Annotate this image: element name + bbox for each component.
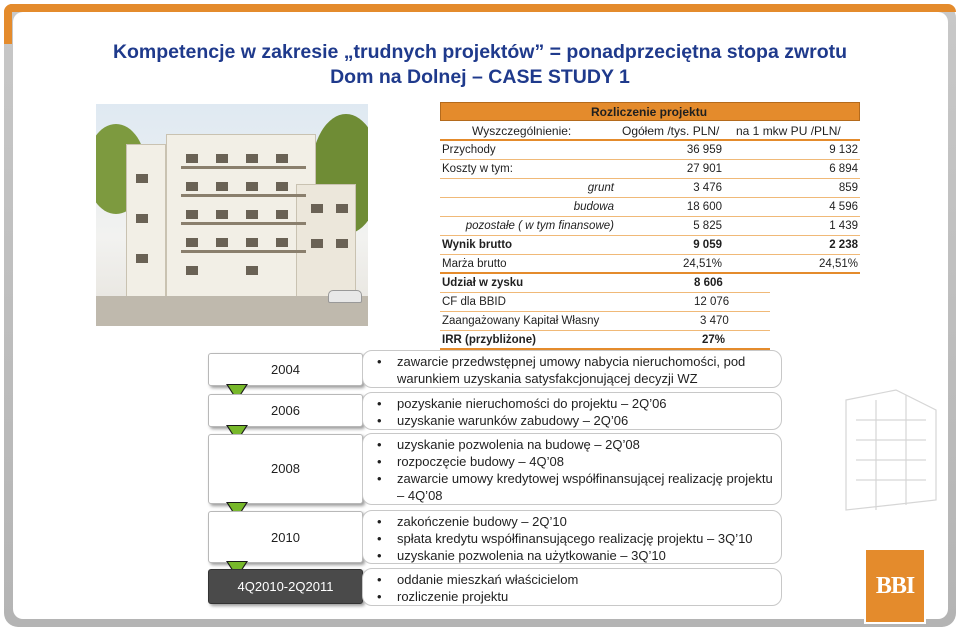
list-item: • spłata kredytu współfinansującego realizację projektu – 3Q’10	[377, 530, 775, 547]
table-row: IRR (przybliżone) 27%	[440, 331, 770, 350]
col-heading-per-m2: na 1 mkw PU /PLN/	[736, 124, 841, 138]
col-heading-label: Wyszczególnienie:	[472, 124, 572, 138]
timeline-events-2004	[362, 350, 782, 388]
timeline-year-2004: 2004	[208, 353, 363, 386]
list-item: • uzyskanie pozwolenia na użytkowanie – 3Q’10	[377, 547, 775, 564]
timeline-year-2010-2011: 4Q2010-2Q2011	[208, 569, 363, 604]
table-row: budowa 18 600 4 596	[440, 198, 860, 217]
list-item: • pozyskanie nieruchomości do projektu – 2Q’06	[377, 395, 775, 412]
table-header-title: Rozliczenie projektu	[591, 105, 708, 119]
list-item: • uzyskanie warunków zabudowy – 2Q’06	[377, 412, 775, 429]
table-header-bar	[440, 102, 860, 121]
timeline-year-2010: 2010	[208, 511, 363, 563]
building-photo	[96, 104, 368, 326]
table-row: Zaangażowany Kapitał Własny 3 470	[440, 312, 770, 331]
slide-title	[20, 40, 940, 90]
table-row: Udział w zysku 8 606	[440, 274, 770, 293]
timeline-events-2006	[362, 392, 782, 430]
list-item: • zawarcie umowy kredytowej współfinansującej realizację projektu – 4Q’08	[377, 470, 775, 504]
col-heading-total: Ogółem /tys. PLN/	[622, 124, 720, 138]
list-item: • zakończenie budowy – 2Q’10	[377, 513, 775, 530]
decorative-sketch	[836, 380, 946, 520]
table-column-headers	[440, 121, 860, 141]
timeline-events-2008	[362, 433, 782, 505]
table-row: Wynik brutto 9 059 2 238	[440, 236, 860, 255]
table-row: pozostałe ( w tym finansowe) 5 825 1 439	[440, 217, 860, 236]
list-item: • oddanie mieszkań właścicielom	[377, 571, 775, 588]
frame-accent-corner	[4, 4, 12, 44]
timeline-events-2010-2011	[362, 568, 782, 606]
frame-accent	[4, 4, 956, 12]
table-row: Przychody 36 959 9 132	[440, 141, 860, 160]
timeline-events-2010	[362, 510, 782, 564]
table-row: grunt 3 476 859	[440, 179, 860, 198]
bbi-logo: BBI	[864, 548, 926, 624]
list-item: • rozpoczęcie budowy – 4Q’08	[377, 453, 775, 470]
list-item: • uzyskanie pozwolenia na budowę – 2Q’08	[377, 436, 775, 453]
timeline-year-2008: 2008	[208, 434, 363, 504]
list-item: • zawarcie przedwstępnej umowy nabycia nieruchomości, pod warunkiem uzyskania satysfakcjonującej decyzji WZ	[377, 353, 775, 387]
title-line-2: Dom na Dolnej – CASE STUDY 1	[330, 66, 630, 88]
table-row: Koszty w tym: 27 901 6 894	[440, 160, 860, 179]
timeline-year-2006: 2006	[208, 394, 363, 427]
table-row: Marża brutto 24,51% 24,51%	[440, 255, 860, 274]
table-row: CF dla BBID 12 076	[440, 293, 770, 312]
title-line-1: Kompetencje w zakresie „trudnych projektów” = ponadprzeciętna stopa zwrotu	[112, 41, 848, 63]
list-item: • rozliczenie projektu	[377, 588, 775, 605]
